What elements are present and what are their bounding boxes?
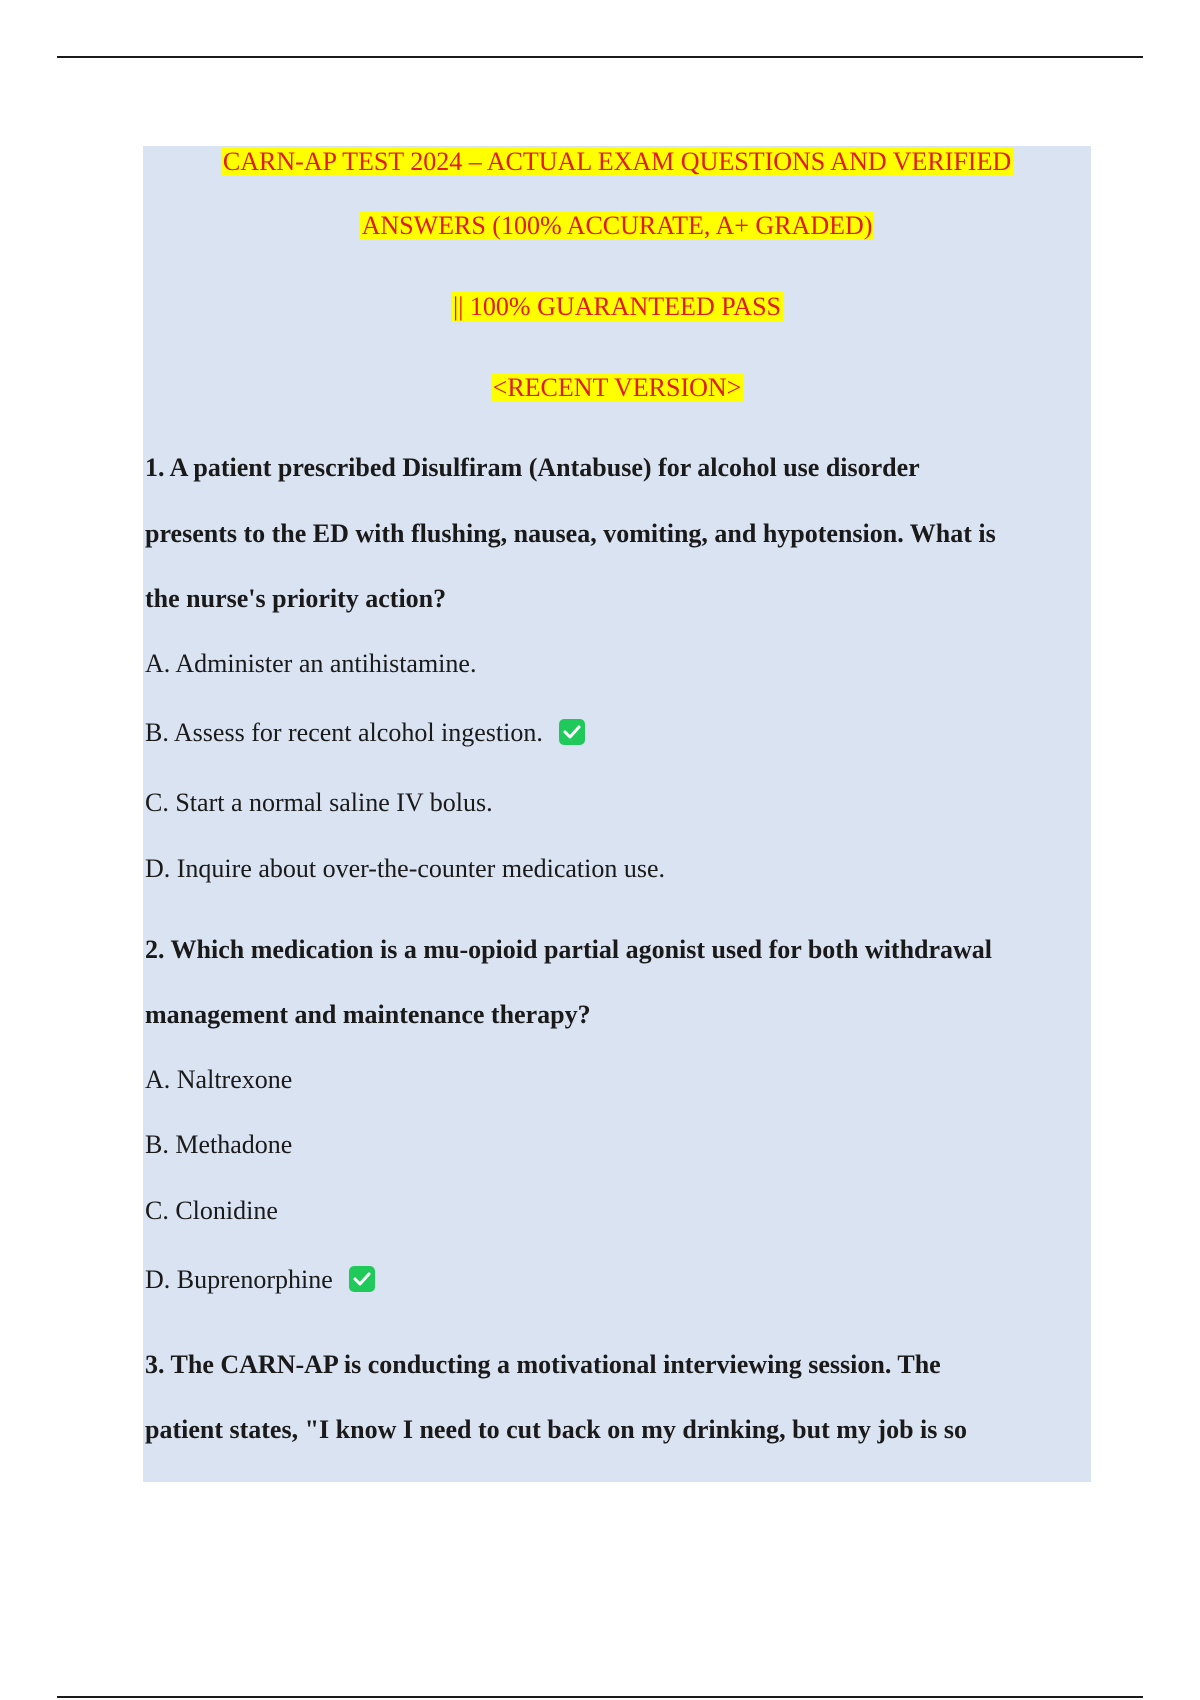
question-2-option-d: [145, 1264, 375, 1296]
question-1-option-d: [145, 853, 665, 885]
question-1-line-2: presents to the ED with flushing, nausea, vomiting, and hypotension. What is: [145, 519, 996, 548]
question-1-line-1: 1. A patient prescribed Disulfiram (Antabuse) for alcohol use disorder: [145, 453, 920, 482]
option-text: D. Inquire about over-the-counter medication use.: [145, 854, 666, 883]
question-2-option-c: [145, 1195, 278, 1227]
option-text: B. Methadone: [145, 1130, 293, 1159]
check-mark-icon: [349, 1266, 375, 1292]
question-1-option-c: [145, 787, 493, 819]
question-1-line-3: the nurse's priority action?: [145, 584, 447, 613]
option-text: C. Start a normal saline IV bolus.: [145, 788, 493, 817]
question-2-line-1: 2. Which medication is a mu-opioid partial agonist used for both withdrawal: [145, 935, 993, 964]
document-body: [143, 146, 1091, 1482]
question-2-line-2: management and maintenance therapy?: [145, 1000, 591, 1029]
question-2-option-a: [145, 1064, 292, 1096]
option-text: B. Assess for recent alcohol ingestion.: [145, 718, 543, 747]
option-text: D. Buprenorphine: [145, 1265, 333, 1294]
option-text: C. Clonidine: [145, 1196, 278, 1225]
title-line-3: [143, 291, 1091, 323]
question-1-option-a: [145, 648, 476, 680]
title-line-2: [143, 210, 1091, 242]
option-text: A. Administer an antihistamine.: [145, 649, 477, 678]
title-highlight: || 100% GUARANTEED PASS: [453, 292, 781, 321]
title-line-4: [143, 372, 1091, 404]
title-highlight: CARN-AP TEST 2024 – ACTUAL EXAM QUESTIONS AND VERIFIED: [222, 147, 1012, 176]
check-mark-icon: [559, 719, 585, 745]
title-highlight: <RECENT VERSION>: [492, 373, 742, 402]
question-3-line-1: 3. The CARN-AP is conducting a motivational interviewing session. The: [145, 1350, 941, 1379]
question-3-line-2: patient states, "I know I need to cut back on my drinking, but my job is so: [145, 1415, 967, 1444]
title-highlight: ANSWERS (100% ACCURATE, A+ GRADED): [361, 211, 873, 240]
title-line-1: [143, 146, 1091, 178]
question-2-option-b: [145, 1129, 292, 1161]
option-text: A. Naltrexone: [145, 1065, 293, 1094]
header-rule: [57, 56, 1143, 58]
footer-rule: [57, 1696, 1143, 1698]
question-1-option-b: [145, 717, 585, 749]
